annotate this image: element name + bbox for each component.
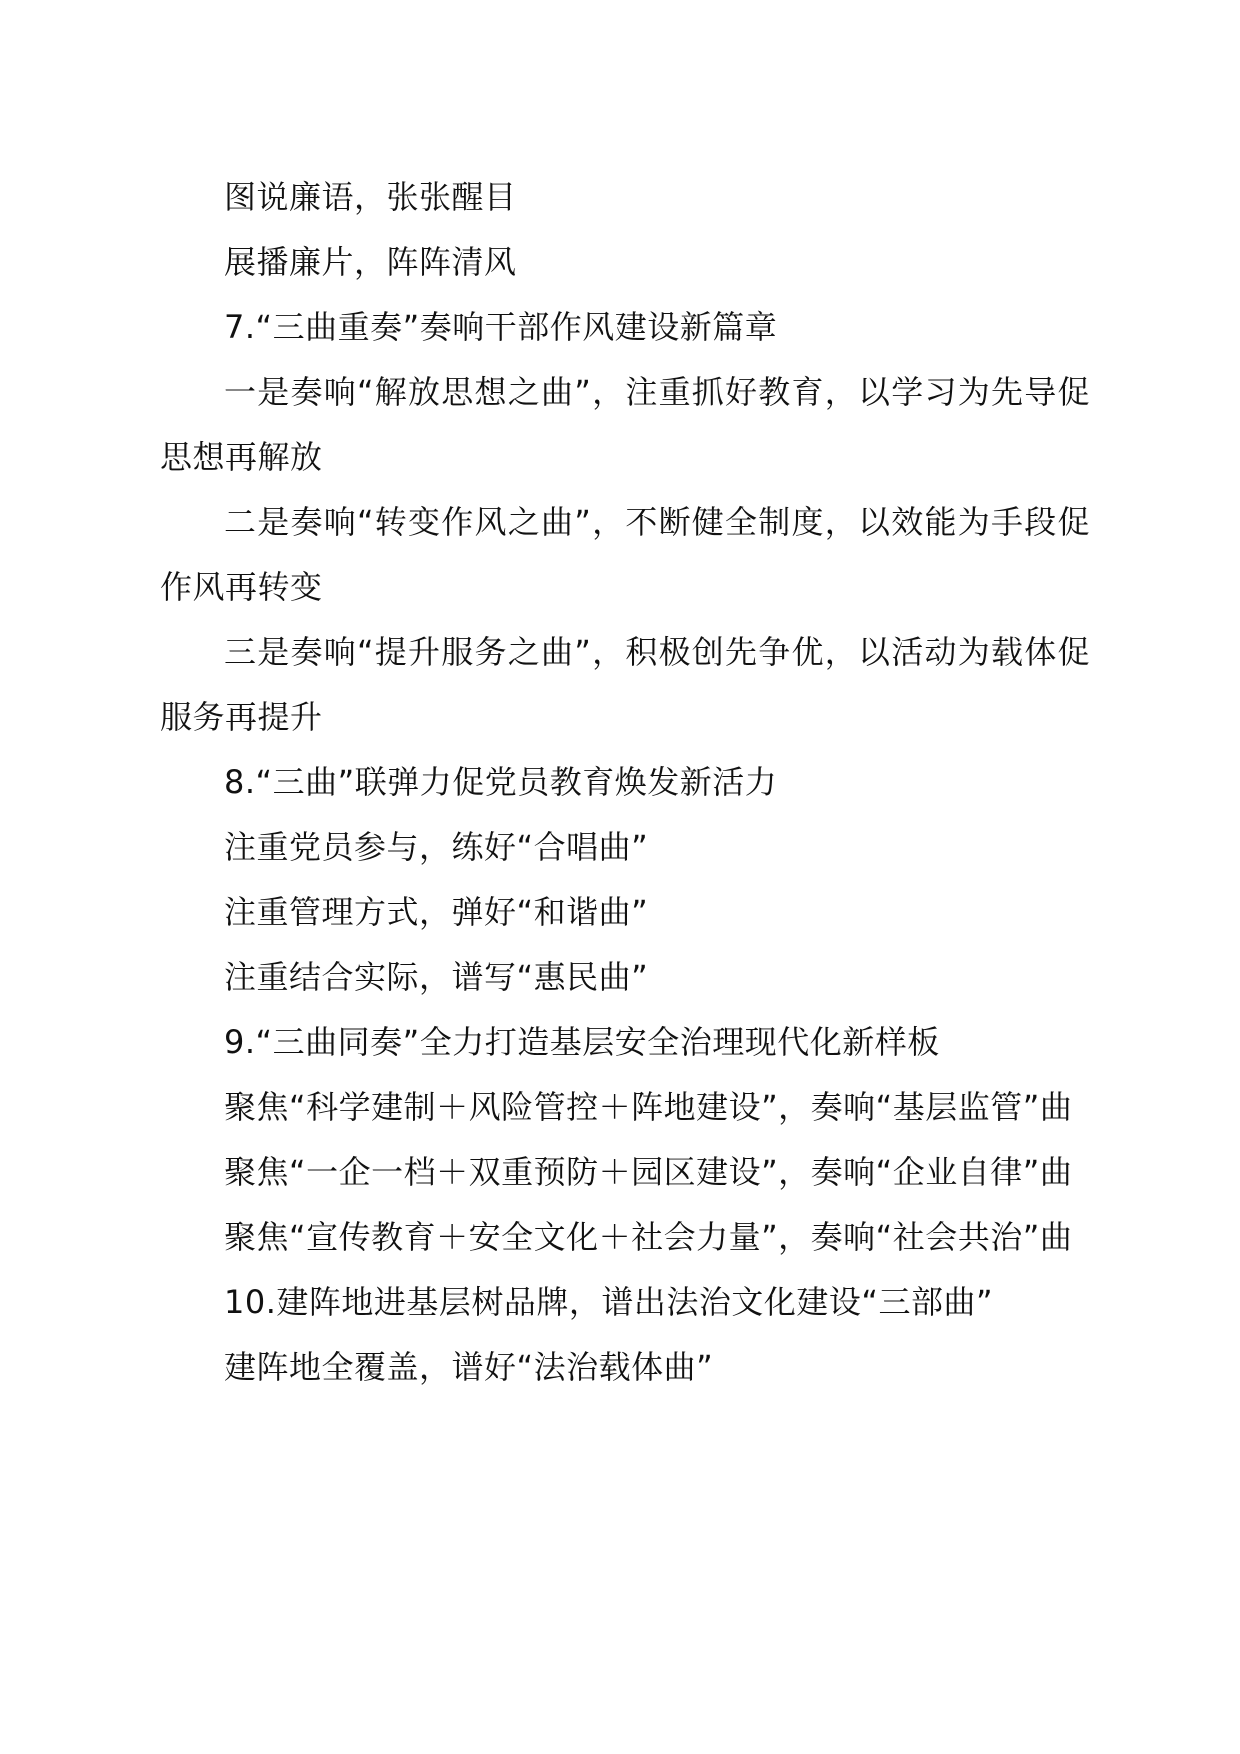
paragraph-4: 一是奏响“解放思想之曲”，注重抓好教育，以学习为先导促思想再解放 xyxy=(160,373,1090,476)
paragraph-8: 注重党员参与，练好“合唱曲” xyxy=(224,828,649,866)
paragraph-1: 图说廉语，张张醒目 xyxy=(224,178,517,216)
paragraph-13: 聚焦“一企一档＋双重预防＋园区建设”，奏响“企业自律”曲 xyxy=(224,1153,1073,1191)
paragraph-12: 聚焦“科学建制＋风险管控＋阵地建设”，奏响“基层监管”曲 xyxy=(224,1088,1073,1126)
document-body xyxy=(160,165,1090,1400)
paragraph-6: 三是奏响“提升服务之曲”，积极创先争优，以活动为载体促服务再提升 xyxy=(160,633,1090,736)
paragraph-14: 聚焦“宣传教育＋安全文化＋社会力量”，奏响“社会共治”曲 xyxy=(224,1218,1073,1256)
paragraph-10: 注重结合实际，谱写“惠民曲” xyxy=(224,958,649,996)
section-heading-7: 7.“三曲重奏”奏响干部作风建设新篇章 xyxy=(224,308,778,346)
section-heading-9: 9.“三曲同奏”全力打造基层安全治理现代化新样板 xyxy=(224,1023,940,1061)
section-heading-8: 8.“三曲”联弹力促党员教育焕发新活力 xyxy=(224,763,778,801)
section-heading-10: 10.建阵地进基层树品牌，谱出法治文化建设“三部曲” xyxy=(224,1283,994,1321)
paragraph-2: 展播廉片，阵阵清风 xyxy=(224,243,517,281)
paragraph-16: 建阵地全覆盖，谱好“法治载体曲” xyxy=(224,1348,714,1386)
paragraph-5: 二是奏响“转变作风之曲”，不断健全制度，以效能为手段促作风再转变 xyxy=(160,503,1090,606)
paragraph-9: 注重管理方式，弹好“和谐曲” xyxy=(224,893,649,931)
